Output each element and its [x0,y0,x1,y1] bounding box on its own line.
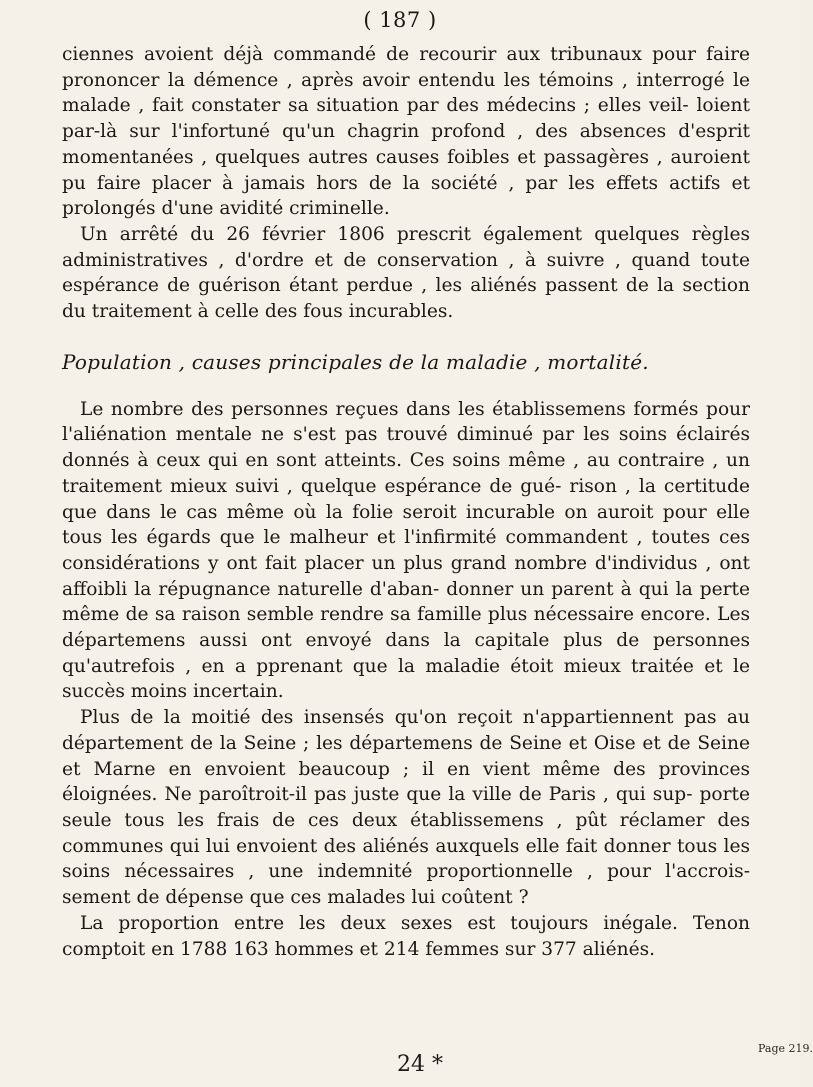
section-paragraph-1: Le nombre des personnes reçues dans les établissemens formés pour l'aliénation mentale ne s'est pas trouvé diminué par les soins éclairés donnés à ceux qui en sont atteints. Ces soins même , au contraire , un traitement mieux suivi , quelque espérance de gué- rison , la certitude que dans le cas même où la folie seroit incurable on auroit pour elle tous les égards que le malheur et l'infirmité commandent , toutes ces considérations y ont fait placer un plus grand nombre d'individus , ont affoibli la répugnance naturelle d'aban- donner un parent à qui la perte même de sa raison semble rendre sa famille plus nécessaire encore. Les départemens aussi ont envoyé dans la capitale plus de personnes qu'autrefois , en a pprenant que la maladie étoit mieux traitée et le succès moins incertain. [62,398,750,703]
paragraph-1: ciennes avoient déjà commandé de recourir aux tribunaux pour faire prononcer la démence , après avoir entendu les témoins , interrogé le malade , fait constater sa situation par des médecins ; elles veil- loient par-là sur l'infortuné qu'un chagrin profond , des absences d'esprit momentanées , quelques autres causes foibles et passagères , auroient pu faire placer à jamais hors de la société , par les effets actifs et prolongés d'une avidité criminelle. [62,44,750,220]
paragraph-2: Un arrêté du 26 février 1806 prescrit également quelques règles administratives , d'ordre et de conservation , à suivre , quand toute espérance de guérison étant perdue , les aliénés passent de la section du traitement à celle des fous incurables. [62,223,750,323]
section-paragraph-3: La proportion entre les deux sexes est toujours inégale. Tenon comptoit en 1788 163 hommes et 214 femmes sur 377 aliénés. [62,912,750,960]
page-number: ( 187 ) [363,8,437,32]
signature-mark: 24 * [397,1052,443,1077]
section-heading: Population , causes principales de la maladie , mortalité. [62,349,649,374]
section-paragraph-2: Plus de la moitié des insensés qu'on reçoit n'appartiennent pas au département de la Seine ; les départemens de Seine et Oise et de Seine et Marne en envoient beaucoup ; il en vient même des provinces éloignées. Ne paroîtroit-il pas juste que la ville de Paris , qui sup- porte seule tous les frais de ces deux établissemens , pût réclamer des communes qui lui envoient des aliénés auxquels elle fait donner tous les soins nécessaires , une indemnité proportionnelle , pour l'accrois- sement de dépense que ces malades lui coûtent ? [62,707,750,909]
main-text [62,42,750,962]
margin-note: Page 219. [758,1042,813,1055]
